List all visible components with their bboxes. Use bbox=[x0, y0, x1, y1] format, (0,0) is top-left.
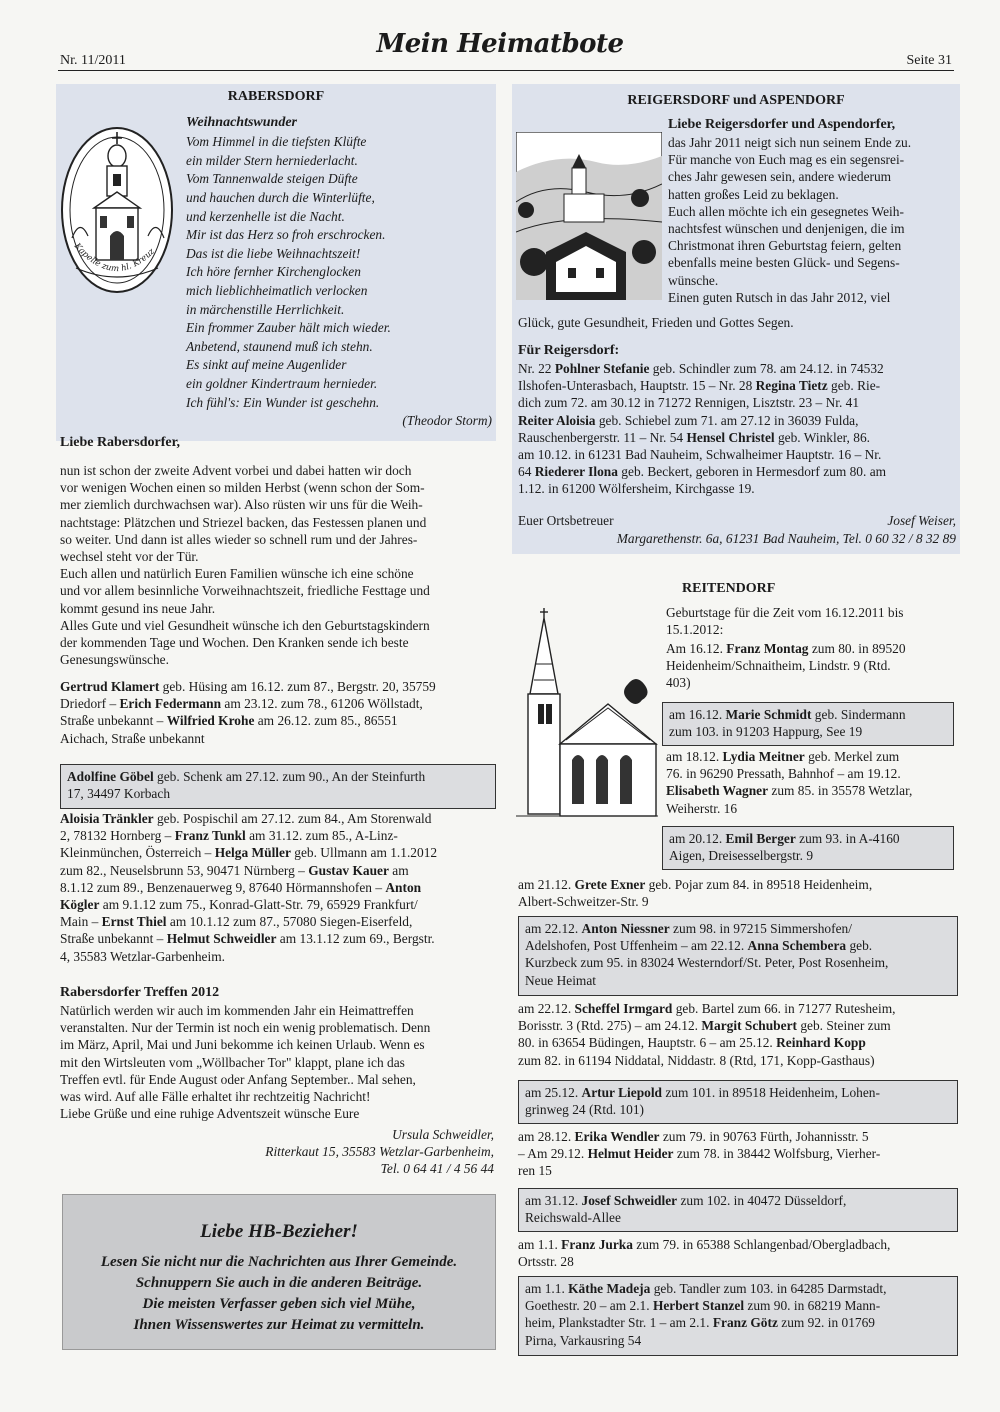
person-name: Regina Tietz bbox=[755, 378, 828, 394]
text-line bbox=[669, 706, 947, 723]
text-run: geb. Ullmann am 1.1.2012 bbox=[290, 845, 438, 861]
hb-line: Ihnen Wissenswertes zur Heimat zu vermitteln. bbox=[133, 1317, 425, 1333]
text-line bbox=[60, 879, 494, 896]
poem-line: Es sinkt auf meine Augenlider bbox=[186, 357, 347, 373]
poem-line: Vom Himmel in die tiefsten Klüfte bbox=[186, 134, 367, 150]
person-name: Anton Niessner bbox=[581, 921, 670, 936]
reigersdorf-title: REIGERSDORF und ASPENDORF bbox=[627, 93, 845, 108]
person-name: Riederer Ilona bbox=[534, 464, 618, 480]
text-line: 15.1.2012: bbox=[666, 622, 724, 638]
text-line bbox=[525, 937, 951, 954]
reigersdorf-intro bbox=[668, 134, 956, 306]
text-run: zum 103. in 91203 Happurg, See 19 bbox=[669, 724, 863, 740]
poem-line: Mir ist das Herz so froh erschrocken. bbox=[186, 227, 386, 243]
text-line bbox=[60, 862, 494, 879]
text-run: am 31.12. zum 85., A-Linz- bbox=[245, 828, 398, 844]
text-line bbox=[518, 360, 958, 377]
person-name: Anton bbox=[385, 879, 422, 895]
text-run: am 23.12. zum 78., 61206 Wöllstadt, bbox=[221, 696, 423, 712]
text-line bbox=[518, 412, 958, 429]
text-line bbox=[518, 1128, 958, 1145]
box1-line2: 17, 34497 Korbach bbox=[67, 786, 171, 802]
poem-line: ein goldner Kindertraum hernieder. bbox=[186, 375, 378, 391]
poem-line: und kerzenhelle ist die Nacht. bbox=[186, 208, 345, 224]
rabersdorf-title: RABERSDORF bbox=[227, 89, 325, 104]
text-run: Weiherstr. 16 bbox=[666, 800, 738, 816]
person-name: Grete Exner bbox=[574, 877, 646, 892]
text-run: geb. Bartel zum 66. in 71277 Rutesheim, bbox=[672, 1001, 896, 1016]
person-name: Franz Jurka bbox=[561, 1237, 633, 1252]
text-run: am 25.12. bbox=[525, 1085, 582, 1100]
text-line bbox=[525, 972, 951, 989]
text-run: Borisstr. 3 (Rtd. 275) – am 24.12. bbox=[518, 1018, 702, 1034]
text-run: am 10.1.12 zum 87., 57080 Siegen-Eiserfeld, bbox=[166, 914, 413, 930]
signature-line: Tel. 0 64 41 / 4 56 44 bbox=[380, 1161, 494, 1177]
text-run: geb. Winkler, 86. bbox=[774, 429, 870, 445]
person-name: Margit Schubert bbox=[701, 1018, 797, 1034]
text-run: zum 98. in 97215 Simmershofen/ bbox=[669, 921, 852, 936]
text-run: Heidenheim/Schnaitheim, Lindstr. 9 (Rtd. bbox=[666, 658, 891, 674]
text-run: 2, 78132 Hornberg – bbox=[60, 828, 175, 844]
text-run: geb. Tandler zum 103. in 64285 Darmstadt, bbox=[650, 1281, 887, 1296]
person-name: Helmut Heider bbox=[587, 1146, 674, 1162]
text-run: – Am 29.12. bbox=[518, 1146, 588, 1162]
person-name: Scheffel Irmgard bbox=[574, 1001, 673, 1016]
text-run: am 21.12. bbox=[518, 877, 575, 892]
text-line: Geburtstage für die Zeit vom 16.12.2011 bis bbox=[666, 605, 904, 620]
person-name: Anna Schembera bbox=[747, 938, 847, 954]
text-line: Treffen evtl. für Ende August oder Anfang September.. Mal sehen, bbox=[60, 1071, 416, 1087]
signature-line: Ursula Schweidler, bbox=[392, 1127, 494, 1142]
text-run: geb. Steiner zum bbox=[796, 1018, 891, 1034]
reigersdorf-birthdays bbox=[518, 360, 958, 498]
text-run: heim, Plankstadter Str. 1 – am 2.1. bbox=[525, 1315, 713, 1331]
reitendorf-intro bbox=[666, 604, 956, 638]
text-line bbox=[666, 748, 956, 765]
text-run: Reichswald-Allee bbox=[525, 1210, 621, 1226]
text-run: 1.12. in 61200 Wölfersheim, Kirchgasse 19. bbox=[518, 481, 755, 497]
text-line bbox=[525, 1101, 951, 1118]
text-run: zum 102. in 40472 Düsseldorf, bbox=[677, 1193, 847, 1208]
text-line bbox=[525, 920, 951, 937]
person-name: Gertrud Klamert bbox=[60, 679, 160, 694]
person-name: Elisabeth Wagner bbox=[666, 783, 769, 799]
chapel-emblem bbox=[58, 118, 176, 294]
person-name: Hensel Christel bbox=[686, 429, 775, 445]
poem-line: Das ist die liebe Weihnachtszeit! bbox=[186, 245, 361, 261]
masthead-logo: Mein Heimatbote bbox=[376, 29, 624, 59]
text-run: am 28.12. bbox=[518, 1129, 575, 1144]
text-line bbox=[666, 782, 956, 799]
text-run: zum 101. in 89518 Heidenheim, Lohen- bbox=[662, 1085, 880, 1100]
text-run: Main – bbox=[60, 914, 102, 930]
text-line bbox=[518, 480, 958, 497]
ortsbetreuer-label: Euer Ortsbetreuer bbox=[518, 513, 614, 528]
text-run: ren 15 bbox=[518, 1163, 552, 1179]
text-line: Für manche von Euch mag es ein segensrei- bbox=[668, 152, 905, 168]
text-line bbox=[518, 1253, 958, 1270]
text-line bbox=[60, 896, 494, 913]
text-line bbox=[60, 930, 494, 947]
text-line: vor wenigen Wochen einen so milden Herbst (wenn schon der Som- bbox=[60, 480, 425, 496]
text-line bbox=[60, 695, 494, 712]
text-run: Rauschenbergerstr. 11 – Nr. 54 bbox=[518, 429, 687, 445]
person-name: Aloisia Tränkler bbox=[60, 811, 154, 826]
poem-line: mich lieblichheimatlich verlocken bbox=[186, 282, 368, 298]
text-line bbox=[518, 1145, 958, 1162]
text-run: zum 79. in 90763 Fürth, Johannisstr. 5 bbox=[659, 1129, 869, 1144]
text-run: geb. Pojar zum 84. in 89518 Heidenheim, bbox=[645, 877, 873, 892]
poem-line: in märchenstille Herrlichkeit. bbox=[186, 301, 345, 317]
text-line bbox=[669, 723, 947, 740]
reitendorf-entry-6 bbox=[518, 1236, 958, 1270]
text-run: am 20.12. bbox=[669, 831, 726, 846]
person-name: Herbert Stanzel bbox=[652, 1298, 745, 1314]
reitendorf-box-2 bbox=[662, 826, 954, 870]
text-line: nachtsfest wünschen und denjenigen, die im bbox=[668, 221, 905, 237]
rabersdorf-signature bbox=[60, 1126, 494, 1178]
ortsbetreuer-address: Margarethenstr. 6a, 61231 Bad Nauheim, Tel. 0 60 32 / 8 32 89 bbox=[616, 531, 956, 546]
text-run: 4, 35583 Wetzlar-Garbenheim. bbox=[60, 948, 225, 964]
text-run: Neue Heimat bbox=[525, 972, 597, 988]
text-line: mer ziemlich durchwachsen war). Also rüsten wir uns für die Weih- bbox=[60, 497, 423, 513]
reitendorf-entry-5 bbox=[518, 1128, 958, 1180]
text-run: zum 90. in 68219 Mann- bbox=[744, 1298, 881, 1314]
person-name: Artur Liepold bbox=[581, 1085, 663, 1100]
text-line: mit den Wirtsleuten vom „Wöllbacher Tor" klappt, plane ich das bbox=[60, 1054, 405, 1070]
text-line: Euch allen und natürlich Euren Familien wünsche ich eine schöne bbox=[60, 566, 414, 582]
text-line bbox=[525, 1332, 951, 1349]
reitendorf-entry-1 bbox=[666, 640, 956, 692]
person-name: Ernst Thiel bbox=[101, 914, 167, 930]
text-run: 64 bbox=[518, 464, 535, 480]
text-run: Aichach, Straße unbekannt bbox=[60, 730, 205, 746]
text-line: kommt gesund ins neue Jahr. bbox=[60, 600, 216, 616]
text-line bbox=[60, 844, 494, 861]
person-name: Marie Schmidt bbox=[725, 707, 812, 722]
text-run: 403) bbox=[666, 675, 691, 691]
text-run: Albert-Schweitzer-Str. 9 bbox=[518, 894, 649, 910]
emblem-text: Kapelle zum hl. Kreuz bbox=[71, 241, 157, 275]
text-run: geb. Rie- bbox=[827, 378, 881, 394]
text-run: grinweg 24 (Rtd. 101) bbox=[525, 1102, 645, 1118]
text-run: Goethestr. 20 – am 2.1. bbox=[525, 1298, 653, 1314]
text-line bbox=[525, 1280, 951, 1297]
text-run: geb. Beckert, geboren in Hermesdorf zum 80. am bbox=[617, 464, 887, 480]
text-line bbox=[518, 1162, 958, 1179]
hb-title: Liebe HB-Bezieher! bbox=[200, 1221, 358, 1242]
text-run: Straße unbekannt – bbox=[60, 931, 167, 947]
rabersdorf-intro bbox=[60, 462, 494, 668]
fuer-reigersdorf-title: Für Reigersdorf: bbox=[518, 343, 620, 358]
poem-line: ein milder Stern herniederlacht. bbox=[186, 152, 358, 168]
poem-line: Ein frommer Zauber hält mich wieder. bbox=[186, 320, 391, 336]
text-run: zum 85. in 35578 Wetzlar, bbox=[768, 783, 913, 799]
hb-line: Schnuppern Sie auch in die anderen Beiträge. bbox=[135, 1275, 423, 1291]
text-run: am bbox=[388, 862, 409, 878]
poem-line: Anbetend, staunend muß ich stehn. bbox=[186, 338, 373, 354]
person-name: Käthe Madeja bbox=[568, 1281, 651, 1296]
text-line: was wird. Auf alle Fälle erhaltet ihr rechtzeitig Nachricht! bbox=[60, 1089, 371, 1105]
text-line: ches Jahr gewesen sein, andere wiederum bbox=[668, 169, 892, 185]
text-run: am 26.12. zum 85., 86551 bbox=[254, 713, 398, 729]
text-line: der kommenden Tage und Wochen. Den Kranken sende ich beste bbox=[60, 635, 409, 651]
text-line bbox=[525, 1084, 951, 1101]
person-name: Emil Berger bbox=[725, 831, 796, 846]
text-line bbox=[518, 429, 958, 446]
text-line: das Jahr 2011 neigt sich nun seinem Ende zu. bbox=[668, 135, 912, 150]
text-line: ebenfalls meine besten Glück- und Segens- bbox=[668, 255, 900, 271]
text-run: Kleinmünchen, Österreich – bbox=[60, 845, 215, 861]
signature-line: Ritterkaut 15, 35583 Wetzlar-Garbenheim, bbox=[265, 1144, 494, 1160]
poem-line: Ich fühl's: Ein Wunder ist geschehn. bbox=[186, 394, 380, 410]
text-line: wechsel steht vor der Tür. bbox=[60, 549, 199, 565]
hb-line: Die meisten Verfasser geben sich viel Mühe, bbox=[142, 1296, 416, 1312]
poem-block bbox=[186, 114, 494, 431]
hb-line: Lesen Sie nicht nur die Nachrichten aus Ihrer Gemeinde. bbox=[100, 1254, 458, 1270]
person-name: Reiter Aloisia bbox=[518, 412, 596, 428]
text-line bbox=[60, 827, 494, 844]
text-run: 76. in 96290 Pressath, Bahnhof – am 19.12. bbox=[666, 766, 901, 782]
text-line: Alles Gute und viel Gesundheit wünsche ich den Geburtstagskindern bbox=[60, 617, 430, 633]
person-name: Wilfried Krohe bbox=[166, 713, 255, 729]
text-run: Am 16.12. bbox=[666, 641, 727, 656]
person-name: Franz Montag bbox=[726, 641, 809, 656]
text-line: nun ist schon der zweite Advent vorbei und dabei hatten wir doch bbox=[60, 463, 412, 478]
text-run: am 18.12. bbox=[666, 749, 723, 764]
person-name: Helga Müller bbox=[214, 845, 291, 861]
text-run: geb. Merkel zum bbox=[804, 749, 900, 764]
text-run: zum 82. in 61194 Niddatal, Niddastr. 8 (Rtd, 171, Kopp-Gasthaus) bbox=[518, 1052, 875, 1068]
text-run: geb. Hüsing am 16.12. zum 87., Bergstr. 20, 35759 bbox=[159, 679, 436, 694]
text-line bbox=[525, 954, 951, 971]
text-run: am 22.12. bbox=[518, 1001, 575, 1016]
poem-author: (Theodor Storm) bbox=[402, 413, 492, 429]
text-run: geb. bbox=[846, 938, 873, 954]
text-line bbox=[666, 657, 956, 674]
text-run: Nr. 22 bbox=[518, 361, 555, 376]
village-picture bbox=[516, 132, 662, 300]
text-line bbox=[518, 1000, 958, 1017]
person-name: Erich Federmann bbox=[119, 696, 222, 712]
reitendorf-entry-4 bbox=[518, 1000, 958, 1069]
person-name: Josef Schweidler bbox=[581, 1193, 678, 1208]
poem-line: Vom Tannenwalde steigen Düfte bbox=[186, 171, 358, 187]
person-name: Gustav Kauer bbox=[308, 862, 389, 878]
poem-lines bbox=[186, 133, 494, 412]
text-run: zum 78. in 38442 Wolfsburg, Vierher- bbox=[673, 1146, 881, 1162]
text-run: zum 79. in 65388 Schlangenbad/Obergladbach, bbox=[632, 1237, 891, 1252]
text-run: Adelshofen, Post Uffenheim – am 22.12. bbox=[525, 938, 748, 954]
text-run: Kurzbeck zum 95. in 83024 Westerndorf/St. Peter, Post Rosenheim, bbox=[525, 955, 889, 971]
person-name: Franz Götz bbox=[712, 1315, 778, 1331]
person-name: Franz Tunkl bbox=[174, 828, 246, 844]
reitendorf-title: REITENDORF bbox=[682, 581, 776, 596]
reitendorf-entry-3 bbox=[518, 876, 958, 910]
text-run: geb. Pospischil am 27.12. zum 84., Am Storenwald bbox=[153, 811, 432, 826]
text-line bbox=[518, 394, 958, 411]
text-run: Ilshofen-Unterasbach, Hauptstr. 15 – Nr. 28 bbox=[518, 378, 756, 394]
text-run: 8.1.12 zum 89., Benzenauerweg 9, 87640 Hörmannshofen – bbox=[60, 879, 386, 895]
text-line bbox=[525, 1209, 951, 1226]
treffen-text bbox=[60, 1002, 494, 1122]
text-line bbox=[60, 712, 494, 729]
text-line bbox=[518, 876, 958, 893]
rabersdorf-birthdays-2 bbox=[60, 810, 494, 965]
reigersdorf-greeting: Liebe Reigersdorfer und Aspendorfer, bbox=[668, 117, 896, 132]
person-name: Reinhard Kopp bbox=[776, 1035, 866, 1051]
reitendorf-box-4 bbox=[518, 1080, 958, 1124]
text-line: Genesungswünsche. bbox=[60, 652, 169, 668]
text-line bbox=[666, 640, 956, 657]
text-line: Christmonat ihren Geburtstag feiern, gelten bbox=[668, 238, 902, 254]
poem-title: Weihnachtswunder bbox=[186, 115, 297, 130]
text-line bbox=[666, 800, 956, 817]
text-line bbox=[518, 1236, 958, 1253]
text-run: Pirna, Varkausring 54 bbox=[525, 1332, 642, 1348]
text-run: am 9.1.12 zum 75., Konrad-Glatt-Str. 79, 65929 Frankfurt/ bbox=[99, 897, 418, 913]
text-run: am 10.12. in 61231 Bad Nauheim, Schwalheimer Hauptstr. 16 – Nr. bbox=[518, 447, 882, 463]
text-run: Ortsstr. 28 bbox=[518, 1254, 574, 1270]
person-name: Erika Wendler bbox=[574, 1129, 660, 1144]
text-line: so weiter. Und dann ist alles wieder so schnell rum und der Jahres- bbox=[60, 531, 418, 547]
church-picture bbox=[516, 604, 658, 826]
text-line: wünsche. bbox=[668, 272, 719, 288]
text-line: Euch allen möchte ich ein gesegnetes Weih- bbox=[668, 203, 904, 219]
box1-name: Adolfine Göbel bbox=[67, 769, 154, 784]
text-run: zum 92. in 01769 bbox=[777, 1315, 875, 1331]
text-run: am 16.12. bbox=[669, 707, 726, 722]
text-line bbox=[518, 1052, 958, 1069]
text-run: 80. in 63654 Büdingen, Hauptstr. 6 – am 25.12. bbox=[518, 1035, 777, 1051]
person-name: Lydia Meitner bbox=[722, 749, 805, 764]
person-name: Pohlner Stefanie bbox=[554, 361, 650, 376]
text-run: geb. Schindler zum 78. am 24.12. in 74532 bbox=[649, 361, 884, 376]
reitendorf-entry-2 bbox=[666, 748, 956, 817]
text-line bbox=[518, 1017, 958, 1034]
text-line bbox=[518, 893, 958, 910]
hb-subscriber-box bbox=[62, 1194, 496, 1350]
text-run: am 1.1. bbox=[525, 1281, 569, 1296]
text-line: und vor allem besinnliche Vorweihnachtszeit, friedliche Festtage und bbox=[60, 583, 430, 599]
text-line bbox=[60, 730, 494, 747]
text-run: am 22.12. bbox=[525, 921, 582, 936]
text-line: veranstalten. Nur der Termin ist noch ein wenig problematisch. Denn bbox=[60, 1020, 431, 1036]
text-run: geb. Sindermann bbox=[811, 707, 906, 722]
reitendorf-box-5 bbox=[518, 1188, 958, 1232]
rabersdorf-birthdays bbox=[60, 678, 494, 747]
person-name: Kögler bbox=[60, 897, 100, 913]
text-run: am 13.1.12 zum 69., Bergstr. bbox=[276, 931, 435, 947]
person-name: Helmut Schweidler bbox=[166, 931, 277, 947]
text-line: Liebe Grüße und eine ruhige Adventszeit wünsche Eure bbox=[60, 1106, 360, 1122]
text-line bbox=[518, 1034, 958, 1051]
text-line bbox=[669, 847, 947, 864]
text-run: zum 82., Neuselsbrunn 53, 90471 Nürnberg – bbox=[60, 862, 309, 878]
text-run: dich zum 72. am 30.12 in 71272 Rennigen, Lisztstr. 23 – Nr. 41 bbox=[518, 395, 860, 411]
treffen-title: Rabersdorfer Treffen 2012 bbox=[60, 985, 220, 1000]
text-line: hatten großes Leid zu beklagen. bbox=[668, 186, 839, 202]
header-rule bbox=[58, 70, 954, 71]
poem-line: und hauchen durch die Winterlüfte, bbox=[186, 189, 375, 205]
text-run: am 1.1. bbox=[518, 1237, 562, 1252]
rabersdorf-greeting: Liebe Rabersdorfer, bbox=[60, 435, 181, 450]
text-line: Einen guten Rutsch in das Jahr 2012, viel bbox=[668, 289, 891, 305]
text-line bbox=[60, 810, 494, 827]
text-run: zum 80. in 89520 bbox=[808, 641, 906, 656]
text-run: Driedorf – bbox=[60, 696, 120, 712]
text-run: Straße unbekannt – bbox=[60, 713, 167, 729]
text-line bbox=[666, 674, 956, 691]
ortsbetreuer-name: Josef Weiser, bbox=[887, 513, 956, 528]
reitendorf-box-3 bbox=[518, 916, 958, 996]
text-run: geb. Schiebel zum 71. am 27.12 in 36039 Fulda, bbox=[595, 412, 859, 428]
text-line: nachtstage: Plätzchen und Striezel backen, das Festessen planen und bbox=[60, 514, 427, 530]
text-line bbox=[518, 463, 958, 480]
reitendorf-box-1 bbox=[662, 702, 954, 746]
text-line bbox=[525, 1192, 951, 1209]
text-line bbox=[525, 1297, 951, 1314]
reitendorf-box-6 bbox=[518, 1276, 958, 1356]
text-run: Aigen, Dreisesselbergstr. 9 bbox=[669, 848, 814, 864]
text-line bbox=[518, 377, 958, 394]
text-line bbox=[60, 913, 494, 930]
text-line bbox=[525, 1314, 951, 1331]
text-line bbox=[60, 678, 494, 695]
reigersdorf-intro-last: Glück, gute Gesundheit, Frieden und Gottes Segen. bbox=[518, 315, 794, 330]
text-line bbox=[60, 948, 494, 965]
text-line bbox=[518, 446, 958, 463]
text-line: Natürlich werden wir auch im kommenden Jahr ein Heimattreffen bbox=[60, 1003, 414, 1018]
hb-lines bbox=[63, 1252, 495, 1336]
text-line bbox=[669, 830, 947, 847]
issue-number: Nr. 11/2011 bbox=[60, 53, 126, 68]
rabersdorf-highlight-box bbox=[60, 764, 496, 809]
box1-text: geb. Schenk am 27.12. zum 90., An der Steinfurth bbox=[153, 769, 426, 784]
text-run: am 31.12. bbox=[525, 1193, 582, 1208]
text-line bbox=[666, 765, 956, 782]
text-run: zum 93. in A-4160 bbox=[795, 831, 900, 846]
text-line: im März, April, Mai und Juni bekomme ich keinen Urlaub. Wenn es bbox=[60, 1037, 425, 1053]
page-number: Seite 31 bbox=[906, 53, 952, 68]
poem-line: Ich höre fernher Kirchenglocken bbox=[186, 264, 361, 280]
